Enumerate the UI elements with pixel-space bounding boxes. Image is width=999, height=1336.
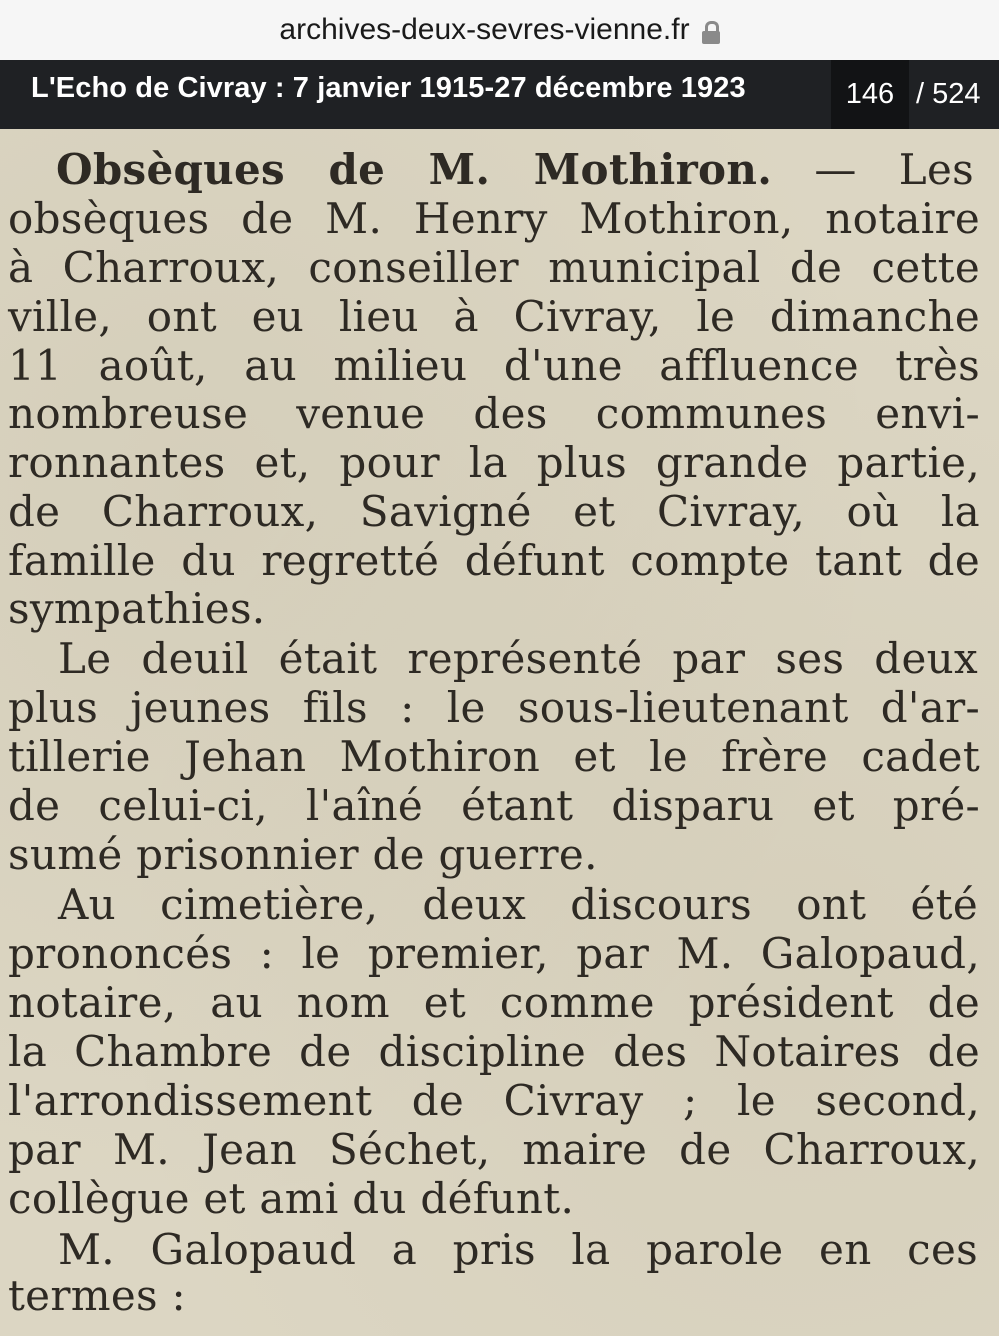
article-line: famille du regretté défunt compte tant de: [8, 536, 980, 585]
article-line: Obsèques de M. Mothiron. — Les: [56, 145, 975, 194]
article-line: Au cimetière, deux discours ont été: [58, 880, 978, 929]
article-heading: Obsèques de M. Mothiron.: [56, 145, 773, 194]
page-number-input[interactable]: 146: [831, 60, 909, 129]
article-line: la Chambre de discipline des Notaires de: [8, 1027, 980, 1076]
article-line: M. Galopaud a pris la parole en ces: [58, 1225, 978, 1274]
article-line: obsèques de M. Henry Mothiron, notaire: [8, 194, 980, 243]
article-line: ronnantes et, pour la plus grande partie,: [8, 438, 980, 487]
article-line: prononcés : le premier, par M. Galopaud,: [8, 929, 980, 978]
article-line: l'arrondissement de Civray ; le second,: [8, 1076, 980, 1125]
article-line: sympathies.: [8, 584, 266, 633]
article-line: nombreuse venue des communes envi-: [8, 389, 980, 438]
newspaper-scan: [0, 129, 999, 1336]
article-line: 11 août, au milieu d'une affluence très: [8, 341, 980, 390]
document-title: L'Echo de Civray : 7 janvier 1915-27 décembre 1923: [31, 72, 746, 104]
viewer-header: [0, 60, 999, 129]
article-line: Le deuil était représenté par ses deux: [58, 634, 978, 683]
address-bar[interactable]: [0, 0, 999, 60]
article-line: tillerie Jehan Mothiron et le frère cadet: [8, 732, 980, 781]
lock-icon: [702, 21, 720, 43]
url-text[interactable]: archives-deux-sevres-vienne.fr: [279, 13, 690, 46]
article-line: de celui-ci, l'aîné étant disparu et pré-: [8, 781, 980, 830]
article-line: termes :: [8, 1271, 186, 1320]
article-line: sumé prisonnier de guerre.: [8, 830, 598, 879]
article-line: collègue et ami du défunt.: [8, 1174, 575, 1223]
article-line: notaire, au nom et comme président de: [8, 978, 980, 1027]
page-total: / 524: [916, 78, 981, 110]
article-line: plus jeunes fils : le sous-lieutenant d'ar-: [8, 683, 980, 732]
article-line: de Charroux, Savigné et Civray, où la: [8, 487, 980, 536]
article-line: par M. Jean Séchet, maire de Charroux,: [8, 1125, 980, 1174]
article-line: à Charroux, conseiller municipal de cette: [8, 243, 980, 292]
article-line: ville, ont eu lieu à Civray, le dimanche: [8, 292, 980, 341]
